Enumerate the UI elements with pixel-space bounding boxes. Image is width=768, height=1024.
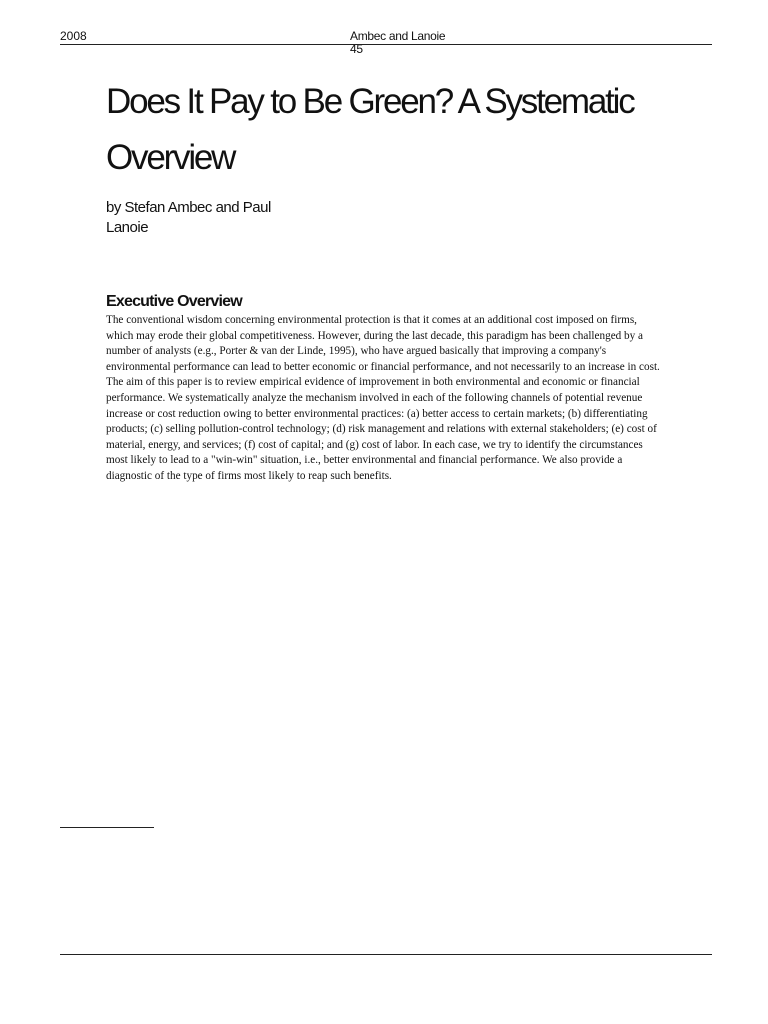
header-year: 2008 — [60, 29, 87, 43]
header-rule — [60, 44, 712, 45]
abstract-paragraph: The conventional wisdom concerning environmental protection is that it comes at an additional cost imposed on firms, which may erode their global competitiveness. However, during the last decade, this paradigm has been challenged by a number of analysts (e.g., Porter & van der Linde, 1995), who have argued basically that improving a company's environmental performance can lead to better economic or financial performance, and not necessarily to an increase in cost. The aim of this paper is to review empirical evidence of improvement in both environmental and economic or financial performance. We systematically analyze the mechanism involved in each of the following channels of potential revenue increase or cost reduction owing to better environmental practices: (a) better access to certain markets; (b) differentiating products; (c) selling pollution-control technology; (d) risk management and relations with external stakeholders; (e) cost of material, energy, and services; (f) cost of capital; and (g) cost of labor. In each case, we try to identify the circumstances most likely to lead to a "win-win" situation, i.e., better environmental and financial performance. We also provide a diagnostic of the type of firms most likely to reap such benefits. — [106, 314, 660, 482]
article-title: Does It Pay to Be Green? A Systematic Overview — [106, 82, 634, 177]
header-authors: Ambec and Lanoie — [350, 29, 446, 43]
header-center — [350, 30, 445, 56]
section-heading: Executive Overview — [106, 293, 242, 310]
footer-rule — [60, 954, 712, 955]
page-number: 45 — [350, 42, 363, 56]
footnote-separator — [60, 827, 154, 828]
article-byline: by Stefan Ambec and Paul Lanoie — [106, 199, 271, 236]
